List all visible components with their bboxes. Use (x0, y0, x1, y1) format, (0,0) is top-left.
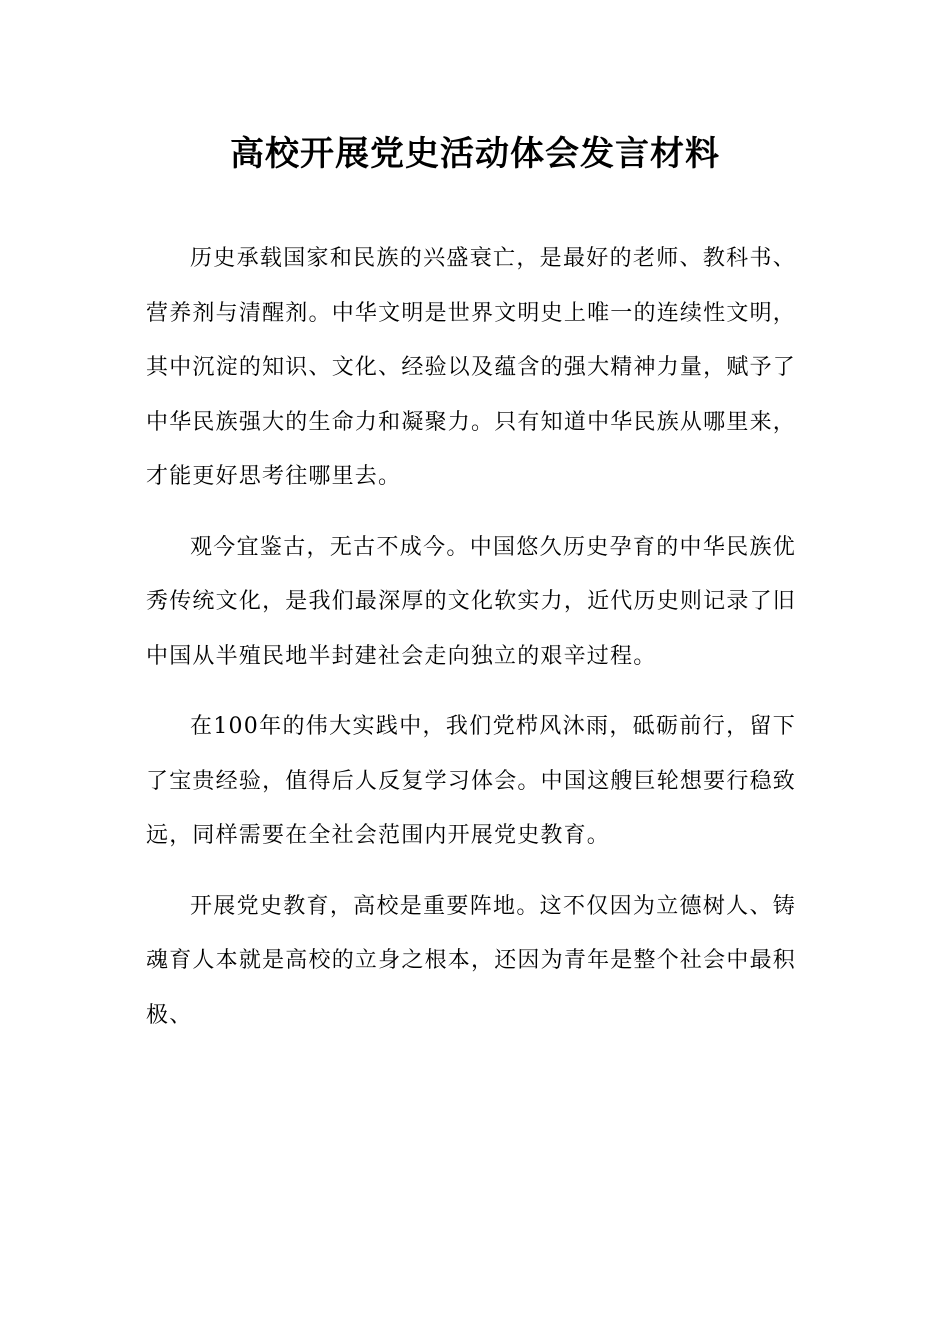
paragraph-4: 开展党史教育，高校是重要阵地。这不仅因为立德树人、铸魂育人本就是高校的立身之根本，还因为青年是整个社会中最积极、 (146, 893, 796, 1028)
document-title: 高校开展党史活动体会发言材料 (230, 134, 720, 174)
document-body (146, 232, 796, 1043)
paragraph-2: 观今宜鉴古，无古不成今。中国悠久历史孕育的中华民族优秀传统文化，是我们最深厚的文化软实力，近代历史则记录了旧中国从半殖民地半封建社会走向独立的艰辛过程。 (146, 534, 796, 669)
paragraph-3: 在100年的伟大实践中，我们党栉风沐雨，砥砺前行，留下了宝贵经验，值得后人反复学习体会。中国这艘巨轮想要行稳致远，同样需要在全社会范围内开展党史教育。 (146, 714, 796, 848)
paragraph-1: 历史承载国家和民族的兴盛衰亡，是最好的老师、教科书、营养剂与清醒剂。中华文明是世界文明史上唯一的连续性文明，其中沉淀的知识、文化、经验以及蕴含的强大精神力量，赋予了中华民族强大的生命力和凝聚力。只有知道中华民族从哪里来，才能更好思考往哪里去。 (146, 246, 796, 489)
